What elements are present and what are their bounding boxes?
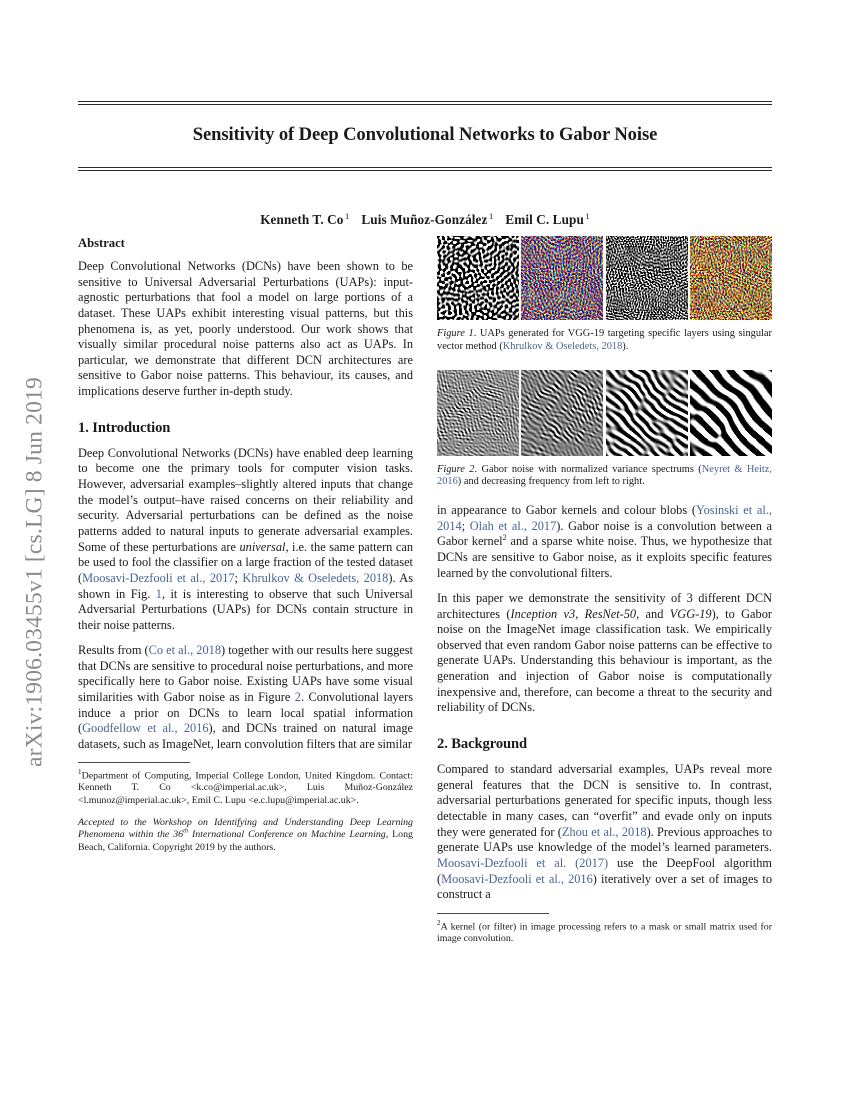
text-run: ), to Gabor noise on the ImageNet image classification task. We empirically observed that even random Gabor noise patterns can be effective to generate UAPs. Understanding this behaviour is important, as the generation and injection of Gabor noise is computationally inexpensive and, therefore, can become a threat to the security and reliability of DCNs. bbox=[437, 606, 772, 715]
text-run: In this paper we demonstrate the sensitivity of 3 different DCN architectures ( bbox=[437, 590, 772, 621]
author-affiliation-mark: 1 bbox=[344, 211, 350, 222]
section-heading-introduction: 1. Introduction bbox=[78, 419, 171, 436]
footnote-mark: 1 bbox=[78, 767, 82, 776]
arxiv-stamp bbox=[0, 0, 70, 1100]
text-run: , bbox=[575, 606, 585, 621]
arxiv-stamp-text: arXiv:1906.03455v1 [cs.LG] 8 Jun 2019 bbox=[21, 377, 48, 767]
title-block bbox=[78, 0, 772, 228]
text-run: ) and decreasing frequency from left to right. bbox=[457, 476, 645, 488]
footnote-mark: 2 bbox=[437, 918, 441, 927]
emphasis-universal: universal bbox=[239, 539, 286, 554]
figure-1-label: Figure 1 bbox=[437, 328, 474, 339]
figure-2-image-strip bbox=[437, 370, 772, 456]
text-run: ; bbox=[461, 518, 470, 533]
figure-2-panel-4 bbox=[690, 370, 772, 456]
model-name-inception: Inception v3 bbox=[510, 606, 576, 621]
model-name-resnet: ResNet-50 bbox=[584, 606, 637, 621]
figure-2-caption bbox=[437, 464, 772, 490]
author-entry bbox=[505, 212, 589, 227]
rule-above-title bbox=[78, 101, 772, 105]
figure-1-panel-2 bbox=[521, 236, 603, 320]
figure-2-panel-2 bbox=[521, 370, 603, 456]
figure-reference-link[interactable]: 2 bbox=[294, 689, 301, 704]
text-run: in appearance to Gabor kernels and colour blobs ( bbox=[437, 503, 696, 518]
citation-link[interactable]: Olah et al., 2017 bbox=[469, 518, 557, 533]
text-run: ) iteratively over a set of images to construct a bbox=[437, 871, 772, 902]
two-column-body bbox=[78, 236, 772, 954]
figure-1 bbox=[437, 236, 772, 354]
text-run: Results from ( bbox=[78, 642, 149, 657]
figure-1-image-strip bbox=[437, 236, 772, 320]
citation-link[interactable]: Moosavi-Dezfooli et al., 2017 bbox=[82, 570, 235, 585]
left-column bbox=[78, 236, 413, 954]
figure-1-panel-4 bbox=[690, 236, 772, 320]
right-column bbox=[437, 236, 772, 954]
text-run: use the DeepFool algorithm ( bbox=[437, 855, 772, 886]
footnote-kernel-definition bbox=[437, 919, 772, 946]
figure-reference-link[interactable]: 1 bbox=[155, 586, 162, 601]
notice-italic-run: International Conference on Machine Learning bbox=[188, 829, 386, 841]
author-name: Kenneth T. Co bbox=[260, 212, 344, 228]
footnote-reference-mark: 2 bbox=[502, 533, 507, 543]
text-run: , i.e. the same pattern can be used to fool the classifier on a large fraction of the tested dataset ( bbox=[78, 539, 413, 585]
citation-link[interactable]: Yosinski et al., 2014 bbox=[437, 503, 772, 533]
text-run: ). Previous approaches to generate UAPs use knowledge of the model’s learned parameters. bbox=[437, 824, 772, 855]
citation-link[interactable]: Moosavi-Dezfooli et al. (2017) bbox=[437, 855, 609, 870]
author-entry bbox=[260, 212, 349, 227]
text-run: . UAPs generated for VGG-19 targeting specific layers using singular vector method ( bbox=[437, 328, 772, 352]
figure-2-label: Figure 2 bbox=[437, 463, 475, 475]
footnote-rule bbox=[437, 913, 549, 914]
figure-1-caption bbox=[437, 328, 772, 354]
figure-2-panel-1 bbox=[437, 370, 519, 456]
abstract-heading: Abstract bbox=[78, 236, 125, 250]
author-affiliation-mark: 1 bbox=[585, 211, 590, 222]
text-run: , and bbox=[636, 606, 670, 621]
intro-paragraph-2 bbox=[78, 643, 413, 752]
footnote-rule bbox=[78, 762, 190, 763]
author-entry bbox=[361, 212, 493, 227]
left-footnote-zone bbox=[78, 762, 413, 855]
figure-2-panel-3 bbox=[606, 370, 688, 456]
notice-italic-run: Accepted to the Workshop on Identifying and Understanding Deep Learning Phenomena within the 36 bbox=[78, 816, 413, 841]
citation-link[interactable]: Khrulkov & Oseledets, 2018 bbox=[242, 570, 389, 585]
text-run: . Convolutional layers induce a prior on DCNs to learn local spatial information ( bbox=[78, 689, 413, 736]
text-run: . Gabor noise with normalized variance spectrums ( bbox=[474, 463, 702, 475]
text-run: Compared to standard adversarial examples, UAPs reveal more general features that the DCN is sensitive to. In contrast, adversarial perturbations generated for specific inputs, though less detectable in many cases, can “overfit” and evade only on inputs they were generated for ( bbox=[437, 762, 772, 839]
intro-paragraph-4 bbox=[437, 591, 772, 716]
section-heading-background: 2. Background bbox=[437, 736, 528, 753]
citation-link[interactable]: Neyret & Heitz, 2016 bbox=[437, 463, 773, 488]
author-name: Luis Muñoz-González bbox=[361, 212, 488, 228]
figure-1-panel-1 bbox=[437, 236, 519, 320]
footnote-text: A kernel (or filter) in image processing refers to a mask or small matrix used for image convolution. bbox=[437, 921, 772, 945]
footnote-affiliation bbox=[78, 768, 413, 807]
author-name: Emil C. Lupu bbox=[505, 212, 584, 228]
notice-plain-run: , Long Beach, California. Copyright 2019 by the authors. bbox=[78, 829, 413, 853]
citation-link[interactable]: Zhou et al., 2018 bbox=[561, 824, 647, 839]
intro-paragraph-1 bbox=[78, 446, 413, 634]
text-run: ). Gabor noise is a convolution between a Gabor kernel bbox=[437, 518, 772, 549]
text-run: ). bbox=[622, 340, 629, 352]
paper-page bbox=[78, 0, 772, 1100]
background-paragraph-1 bbox=[437, 762, 772, 903]
page-title: Sensitivity of Deep Convolutional Networks to Gabor Noise bbox=[192, 124, 658, 146]
figure-2 bbox=[437, 370, 772, 490]
notice-superscript: th bbox=[183, 828, 189, 836]
abstract-text: Deep Convolutional Networks (DCNs) have been shown to be sensitive to Universal Adversarial Perturbations (UAPs): input-agnostic perturbations that fool a model on large portions of a dataset. These UAPs exhibit interesting visual patterns, but this phenomena is, as yet, poorly understood. Our work shows that visually similar procedural noise patterns also act as UAPs. In particular, we demonstrate that different DCN architectures are sensitive to Gabor noise patterns. This behaviour, its causes, and implications deserve further in-depth study. bbox=[78, 259, 413, 399]
text-run: ), and DCNs trained on natural image datasets, such as ImageNet, learn convolution filters that are similar bbox=[78, 721, 413, 751]
citation-link[interactable]: Co et al., 2018 bbox=[148, 642, 221, 657]
text-run: ) together with our results here suggest that DCNs are sensitive to procedural noise perturbations, and more specifically here to Gabor noise. Existing UAPs have some visual similarities with Gabor noise as in Figure bbox=[78, 642, 413, 704]
citation-link[interactable]: Goodfellow et al., 2016 bbox=[82, 721, 209, 736]
citation-link[interactable]: Khrulkov & Oseledets, 2018 bbox=[502, 340, 623, 352]
intro-paragraph-3 bbox=[437, 503, 772, 581]
author-affiliation-mark: 1 bbox=[488, 211, 494, 222]
text-run: Deep Convolutional Networks (DCNs) have enabled deep learning to become one the primary tools for computer vision tasks. However, adversarial examples–slightly altered inputs that change the model’s output–have raised concerns on their reliability and security. Adversarial perturbations can be defined as the noise patterns added to natural inputs to generate adversarial examples. Some of these perturbations are bbox=[78, 445, 413, 554]
citation-link[interactable]: Moosavi-Dezfooli et al., 2016 bbox=[441, 871, 593, 886]
figure-1-panel-3 bbox=[606, 236, 688, 320]
publication-notice bbox=[78, 817, 413, 855]
text-run: , it is interesting to observe that such Universal Adversarial Perturbations (UAPs) for DCNs contain structure in their noise patterns. bbox=[78, 586, 413, 632]
model-name-vgg: VGG-19 bbox=[669, 606, 712, 621]
footnote-text: Department of Computing, Imperial College London, United Kingdom. Contact: Kenneth T. Co <k.co@imperial.ac.uk>, Luis Muñoz-González <l.munoz@imperial.ac.uk>, Emil C. Lupu <e.c.lupu@imperial.ac.uk>. bbox=[78, 770, 413, 806]
text-run: and a sparse white noise. Thus, we hypothesize that DCNs are sensitive to Gabor noise, as it exploits specific features learned by the convolutional filters. bbox=[437, 534, 773, 580]
right-footnote-zone bbox=[437, 913, 772, 946]
rule-below-title bbox=[78, 167, 772, 171]
text-run: ). As shown in Fig. bbox=[78, 570, 413, 601]
author-list bbox=[78, 211, 772, 228]
text-run: ; bbox=[234, 570, 243, 585]
